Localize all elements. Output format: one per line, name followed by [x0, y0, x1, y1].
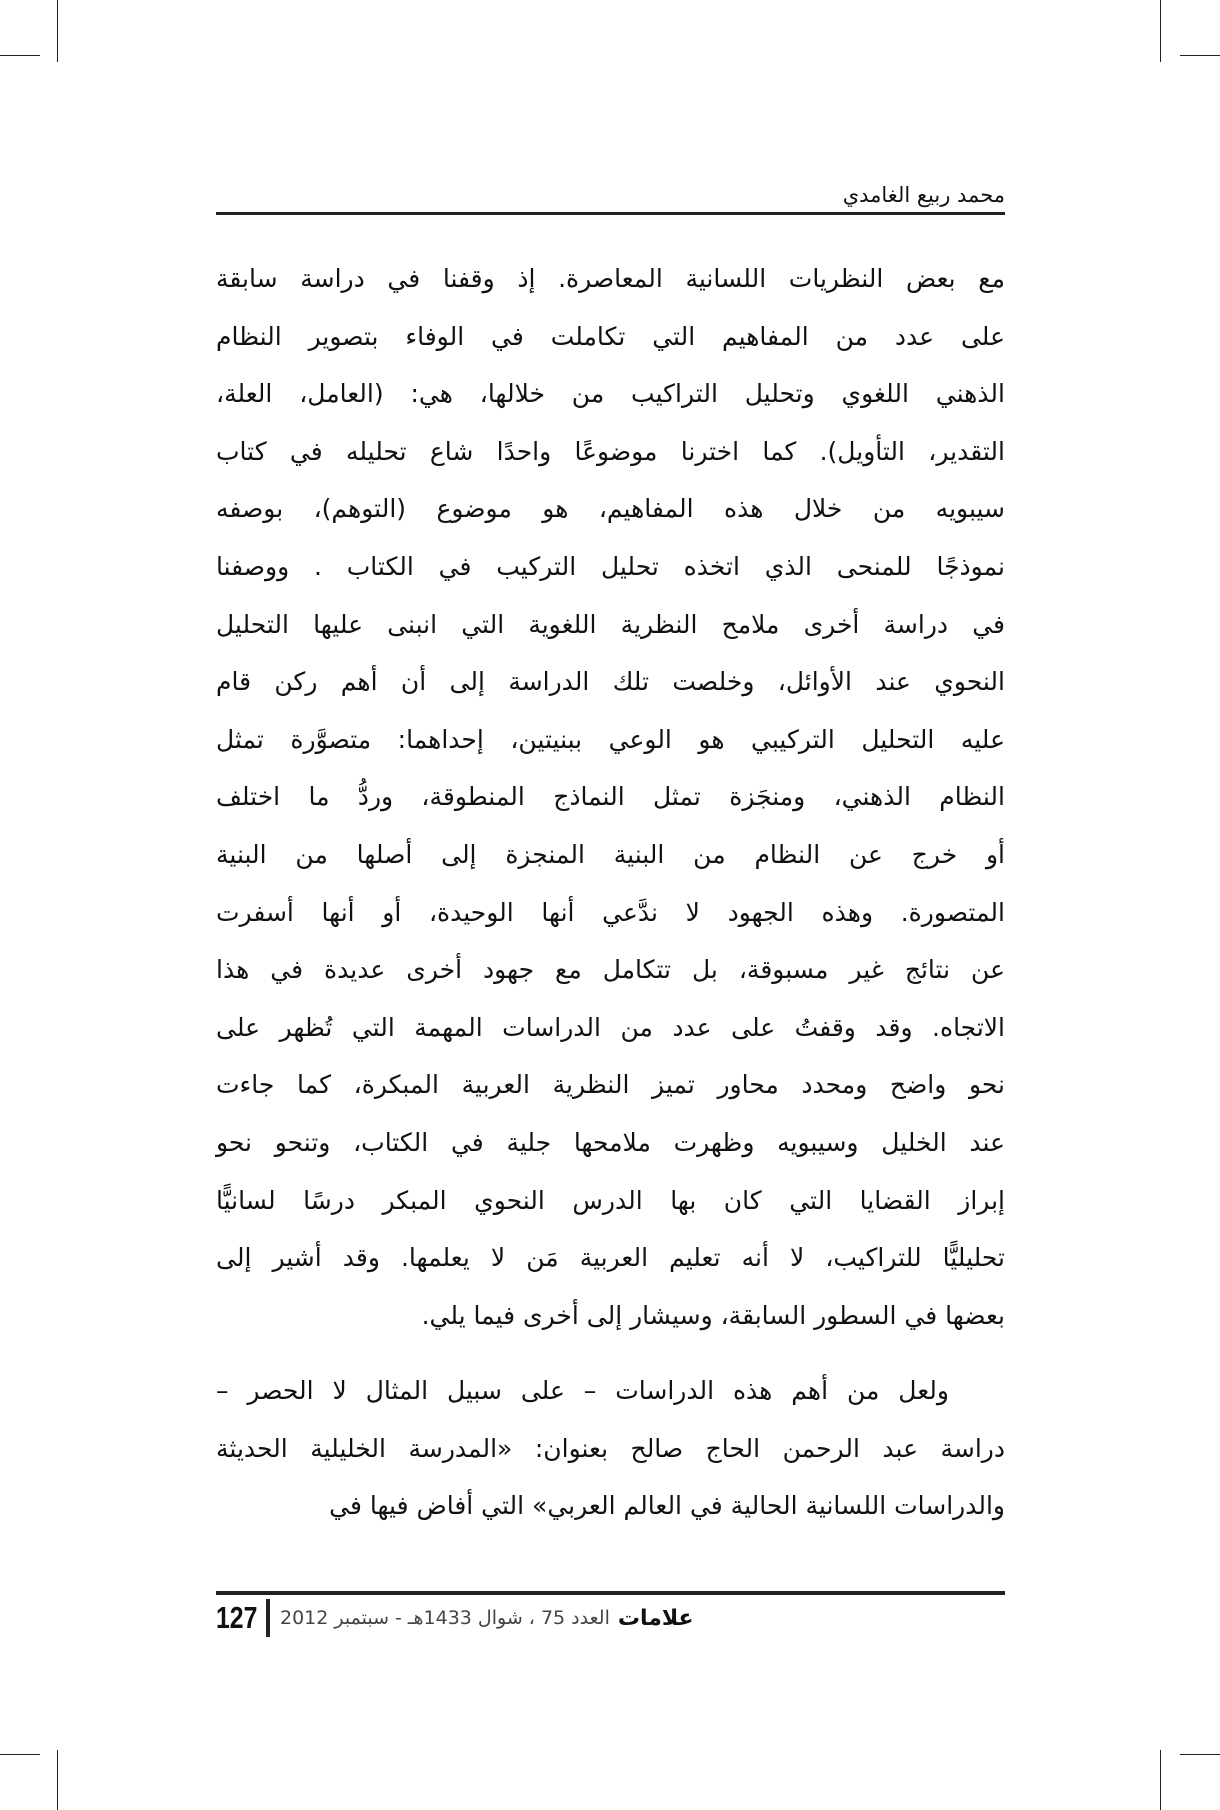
crop-mark	[57, 1750, 58, 1810]
text-line: على عدد من المفاهيم التي تكاملت في الوفاء بتصوير النظام	[216, 321, 1005, 351]
journal-logo: علامات	[617, 1605, 694, 1631]
crop-mark	[1180, 1754, 1220, 1755]
text-line: المتصورة. وهذه الجهود لا ندَّعي أنها الوحيدة، أو أنها أسفرت	[216, 897, 1005, 927]
paragraph-gap	[216, 1344, 1005, 1362]
text-line: مع بعض النظريات اللسانية المعاصرة. إذ وقفنا في دراسة سابقة	[216, 264, 1005, 293]
text-line: بعضها في السطور السابقة، وسيشار إلى أخرى فيما يلي.	[421, 1300, 1005, 1330]
text-line: تحليليًّا للتراكيب، لا أنه تعليم العربية مَن لا يعلمها. وقد أشير إلى	[216, 1243, 1005, 1273]
page-footer	[216, 1598, 1005, 1638]
text-line: والدراسات اللسانية الحالية في العالم العربي» التي أفاض فيها في	[329, 1491, 1005, 1521]
text-line: إبراز القضايا التي كان بها الدرس النحوي المبكر درسًا لسانيًّا	[216, 1185, 1005, 1215]
text-line: النظام الذهني، ومنجَزة تمثل النماذج المنطوقة، وردُّ ما اختلف	[216, 782, 1005, 812]
running-header-author: محمد ربيع الغامدي	[842, 183, 1005, 207]
page-number: 127	[216, 1600, 258, 1635]
text-line: عند الخليل وسيبويه وظهرت ملامحها جلية في الكتاب، وتنحو نحو	[216, 1127, 1005, 1157]
crop-mark	[0, 1754, 40, 1755]
text-line: سيبويه من خلال هذه المفاهيم، هو موضوع (التوهم)، بوصفه	[216, 494, 1005, 524]
crop-mark	[57, 0, 58, 62]
crop-mark	[1160, 0, 1161, 62]
crop-mark	[1160, 1750, 1161, 1810]
text-line: نموذجًا للمنحى الذي اتخذه تحليل التركيب في الكتاب . ووصفنا	[216, 551, 1005, 581]
text-line: نحو واضح ومحدد محاور تميز النظرية العربية المبكرة، كما جاءت	[216, 1070, 1005, 1100]
issue-info: العدد 75 ، شوال 1433هـ - سبتمبر 2012	[280, 1607, 610, 1629]
crop-mark	[1180, 55, 1220, 56]
text-line: عن نتائج غير مسبوقة، بل تتكامل مع جهود أخرى عديدة في هذا	[216, 955, 1005, 985]
header-rule	[216, 212, 1005, 215]
text-line: دراسة عبد الرحمن الحاج صالح بعنوان: «المدرسة الخليلية الحديثة	[216, 1433, 1005, 1463]
text-line: الذهني اللغوي وتحليل التراكيب من خلالها، هي: (العامل، العلة،	[216, 379, 1005, 409]
footer-rule	[216, 1591, 1005, 1595]
text-line: أو خرج عن النظام من البنية المنجزة إلى أصلها من البنية	[216, 839, 1005, 869]
text-line: عليه التحليل التركيبي هو الوعي ببنيتين، إحداهما: متصوَّرة تمثل	[216, 724, 1005, 754]
text-line: التقدير، التأويل). كما اخترنا موضوعًا واحدًا شاع تحليله في كتاب	[216, 436, 1005, 466]
footer-divider	[266, 1599, 270, 1637]
text-line: الاتجاه. وقد وقفتُ على عدد من الدراسات المهمة التي تُظهر على	[216, 1012, 1005, 1042]
crop-mark	[0, 55, 40, 56]
text-line: في دراسة أخرى ملامح النظرية اللغوية التي انبنى عليها التحليل	[216, 609, 1005, 639]
text-line: النحوي عند الأوائل، وخلصت تلك الدراسة إلى أن أهم ركن قام	[216, 667, 1005, 697]
text-line: ولعل من أهم هذه الدراسات – على سبيل المثال لا الحصر –	[216, 1376, 949, 1406]
body-text	[216, 250, 1005, 1535]
